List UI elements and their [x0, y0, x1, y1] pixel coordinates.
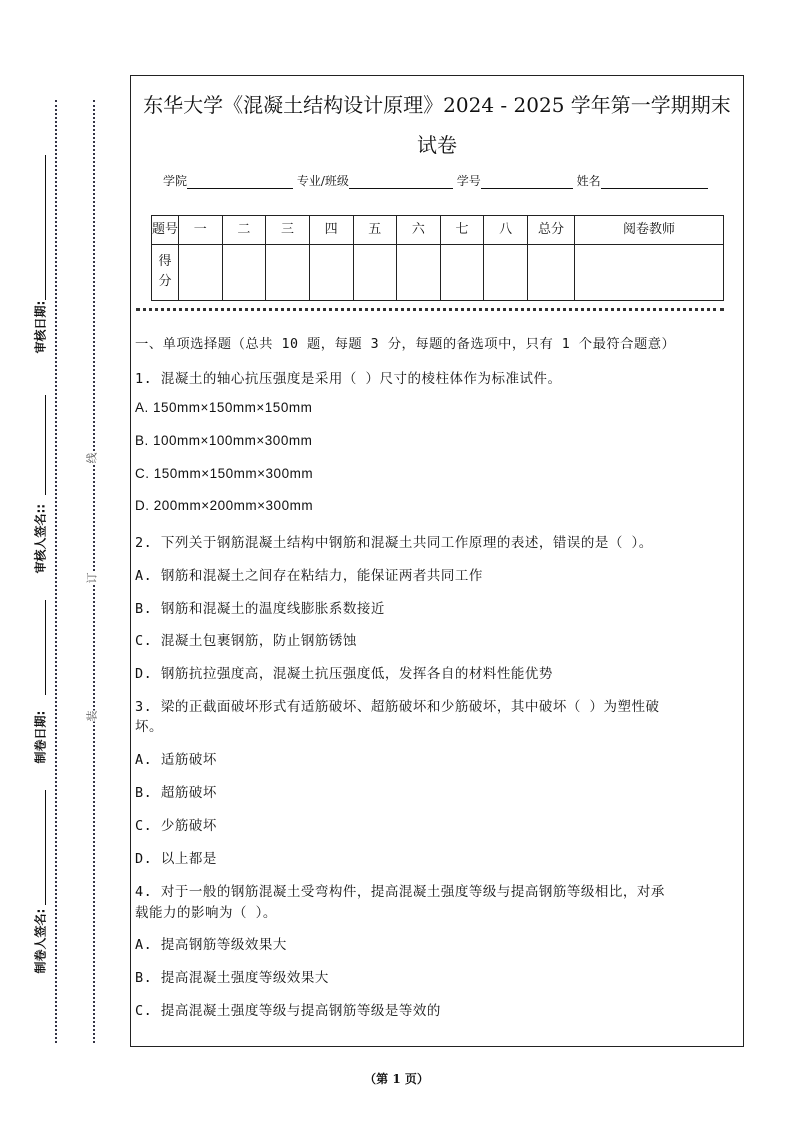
score-table [151, 215, 724, 301]
score-cell[interactable] [575, 244, 724, 300]
option: D. 200mm×200mm×300mm [135, 498, 314, 513]
field-label-student-id: 学号 [456, 174, 481, 188]
option: A. 提高钢筋等级效果大 [135, 937, 287, 953]
option: A. 150mm×150mm×150mm [135, 400, 313, 415]
field-label-major-class: 专业/班级 [296, 174, 349, 188]
field-label-name: 姓名 [576, 174, 601, 188]
student-info-line [163, 172, 708, 189]
prepare-date-label: 制卷日期: [33, 710, 48, 764]
col-header: 六 [397, 216, 441, 245]
signature-blank [45, 155, 46, 300]
col-header: 四 [309, 216, 353, 245]
signature-blank [45, 790, 46, 905]
option: D. 以上都是 [135, 851, 217, 867]
student-id-blank[interactable] [481, 176, 573, 189]
option: C. 少筋破坏 [135, 818, 217, 834]
question-stem-cont: 坏。 [135, 719, 163, 735]
row-label: 得分 [152, 244, 179, 300]
binding-dotted-line-inner [93, 100, 95, 1043]
col-header: 阅卷教师 [575, 216, 724, 245]
option: B. 超筋破坏 [135, 785, 217, 801]
option: B. 提高混凝土强度等级效果大 [135, 970, 329, 986]
score-cell[interactable] [179, 244, 223, 300]
score-cell[interactable] [266, 244, 310, 300]
page-number: （第 1 页） [364, 1072, 429, 1086]
binding-dotted-line-outer [55, 100, 57, 1043]
score-cell[interactable] [353, 244, 397, 300]
review-date-label: 审核日期: [33, 300, 48, 354]
question-stem: 3. 梁的正截面破坏形式有适筋破坏、超筋破坏和少筋破坏，其中破坏（ ）为塑性破 [135, 699, 660, 715]
score-row [152, 244, 724, 300]
signature-blank [45, 600, 46, 695]
option: A. 钢筋和混凝土之间存在粘结力，能保证两者共同工作 [135, 568, 483, 584]
college-blank[interactable] [187, 176, 293, 189]
exam-title: 东华大学《混凝土结构设计原理》2024 - 2025 学年第一学期期末 [143, 93, 731, 117]
question-number-row [152, 216, 724, 245]
preparer-signature-label: 制卷人签名: [33, 908, 48, 974]
col-header: 七 [440, 216, 484, 245]
score-cell[interactable] [397, 244, 441, 300]
question-stem: 1. 混凝土的轴心抗压强度是采用（ ）尺寸的棱柱体作为标准试件。 [135, 371, 562, 387]
score-cell[interactable] [528, 244, 575, 300]
score-cell[interactable] [484, 244, 528, 300]
col-header: 二 [222, 216, 266, 245]
score-cell[interactable] [222, 244, 266, 300]
question-stem-cont: 载能力的影响为（ ）。 [135, 905, 277, 921]
reviewer-signature-label: 审核人签名:: [33, 503, 48, 574]
score-cell[interactable] [309, 244, 353, 300]
option: C. 混凝土包裹钢筋，防止钢筋锈蚀 [135, 633, 357, 649]
signature-blank [45, 395, 46, 495]
field-label-college: 学院 [163, 174, 188, 188]
option: B. 100mm×100mm×300mm [135, 433, 313, 448]
col-header: 一 [179, 216, 223, 245]
exam-title-cont: 试卷 [417, 133, 457, 157]
option: C. 150mm×150mm×300mm [135, 466, 314, 481]
score-cell[interactable] [440, 244, 484, 300]
question-stem: 4. 对于一般的钢筋混凝土受弯构件，提高混凝土强度等级与提高钢筋等级相比，对承 [135, 884, 665, 900]
binding-char-staple: 订 [85, 572, 99, 584]
col-header: 五 [353, 216, 397, 245]
option: C. 提高混凝土强度等级与提高钢筋等级是等效的 [135, 1003, 441, 1019]
option: A. 适筋破坏 [135, 752, 217, 768]
col-header: 总分 [528, 216, 575, 245]
col-header: 三 [266, 216, 310, 245]
col-header: 八 [484, 216, 528, 245]
name-blank[interactable] [601, 176, 708, 189]
major-class-blank[interactable] [349, 176, 453, 189]
cut-line [136, 308, 724, 311]
row-label: 题号 [152, 216, 179, 245]
binding-char-bind: 装 [85, 710, 99, 722]
option: B. 钢筋和混凝土的温度线膨胀系数接近 [135, 601, 385, 617]
section-heading: 一、单项选择题（总共 10 题，每题 3 分，每题的备选项中，只有 1 个最符合题意） [135, 337, 676, 352]
binding-char-line: 线 [85, 452, 99, 464]
option: D. 钢筋抗拉强度高，混凝土抗压强度低，发挥各自的材料性能优势 [135, 666, 553, 682]
question-stem: 2. 下列关于钢筋混凝土结构中钢筋和混凝土共同工作原理的表述，错误的是（ ）。 [135, 535, 653, 551]
